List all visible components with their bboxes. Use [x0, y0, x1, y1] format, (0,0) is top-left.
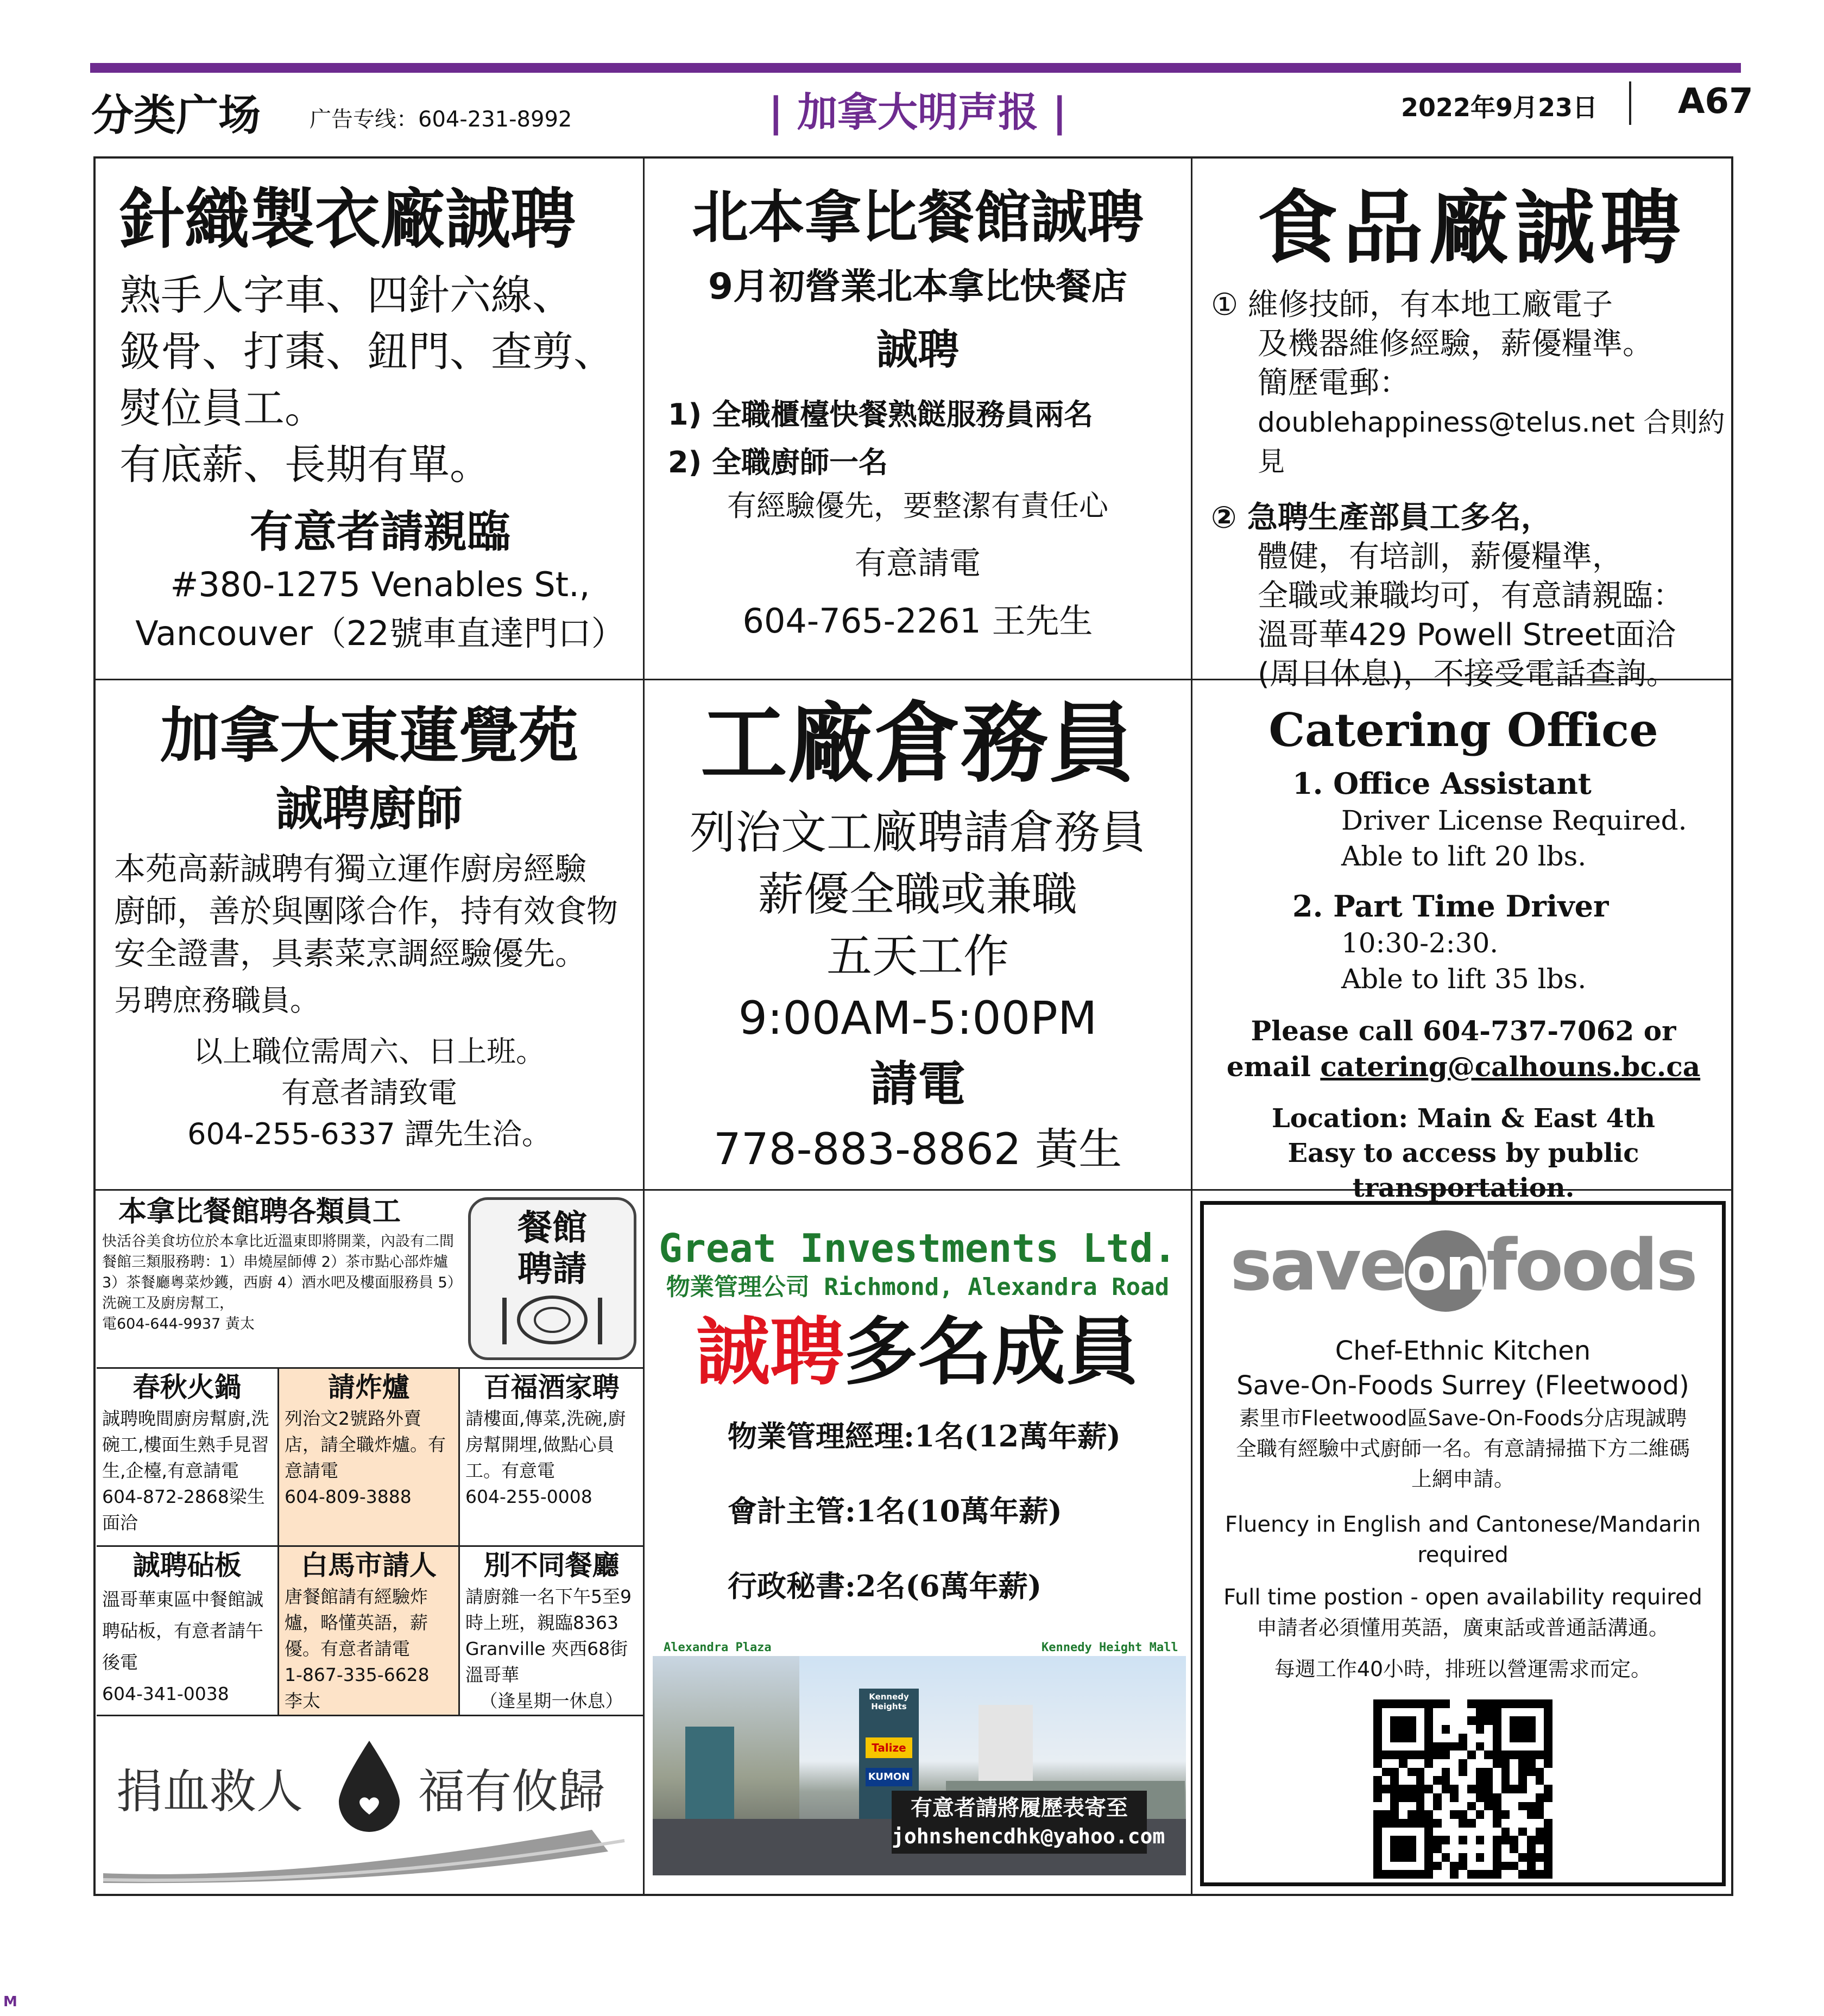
ad-line: 上網申請。 — [1411, 1467, 1514, 1491]
ad-note: （逢星期一休息） — [479, 1690, 623, 1711]
ad-phone: 1-867-335-6628 — [285, 1664, 430, 1685]
ad-title: 誠聘砧板 — [132, 1550, 242, 1581]
ad-line: 薪優全職或兼職 — [758, 868, 1077, 921]
ad-contact-name: 李太 — [285, 1690, 320, 1711]
ad-white-rock — [279, 1547, 458, 1715]
sign-text: Kennedy Heights — [869, 1692, 909, 1711]
grid-divider — [97, 1715, 643, 1716]
ad-title: 白馬市請人 — [301, 1550, 437, 1581]
ad-line: 五天工作 — [826, 930, 1009, 983]
ad-body: 列治文2號路外賣店，請全職炸爐。有意請電 — [285, 1408, 446, 1481]
ad-line: ① 維修技師，有本地工廠電子 — [1211, 287, 1613, 323]
plate-cutlery-icon — [471, 1290, 634, 1350]
ad-line: 全職或兼職均可，有意請親臨： — [1258, 578, 1683, 614]
ad-temple-chef — [98, 698, 641, 1155]
ad-title: 春秋火鍋 — [132, 1372, 242, 1403]
ad-line: required — [1417, 1543, 1509, 1568]
mall-photo — [653, 1656, 1186, 1875]
ad-save-on-foods — [1200, 1201, 1726, 1886]
grid-divider — [643, 156, 645, 1896]
restaurant-hiring-badge — [468, 1197, 636, 1360]
banner-text-left: 捐血救人 — [116, 1765, 303, 1819]
ad-line: 2) 全職廚師一名 — [668, 445, 888, 479]
save-on-foods-logo — [1204, 1224, 1722, 1312]
ad-line: (周日休息)，不接受電話查詢。 — [1258, 656, 1677, 692]
hiring-headline-red: 誠聘 — [696, 1310, 844, 1395]
photo-caption-right: Kennedy Height Mall — [1042, 1641, 1178, 1654]
email-prefix: email — [1226, 1051, 1321, 1083]
job-title: 1. Office Assistant — [1292, 766, 1592, 801]
decorative-wave — [103, 1819, 635, 1884]
ad-title: 別不同餐廳 — [483, 1550, 620, 1581]
ad-line: 以上職位需周六、日上班。 — [193, 1034, 545, 1069]
job-detail: Able to lift 35 lbs. — [1341, 963, 1587, 995]
ad-bietong-restaurant — [460, 1547, 643, 1715]
ad-line: 1) 全職櫃檯快餐熟餸服務員兩名 — [668, 397, 1094, 432]
grid-divider — [1191, 156, 1192, 1896]
badge-text: 聘請 — [517, 1249, 587, 1290]
photo-caption-left: Alexandra Plaza — [664, 1641, 772, 1654]
ad-line: Fluency in English and Cantonese/Mandarin — [1225, 1512, 1701, 1537]
logo-part: on — [1405, 1230, 1486, 1312]
page-number: A67 — [1678, 81, 1753, 122]
ad-line: 廚師，善於與團隊合作，持有效食物 — [114, 893, 618, 930]
catering-email-link[interactable]: catering@calhouns.bc.ca — [1320, 1051, 1701, 1083]
ad-phone: 778-883-8862 黃生 — [713, 1124, 1122, 1174]
ad-baifu-restaurant — [460, 1369, 643, 1549]
ad-email: doublehappiness@telus.net 合則約見 — [1258, 407, 1725, 477]
blood-donation-banner — [103, 1727, 635, 1889]
ad-catering-office — [1195, 700, 1732, 1205]
ad-line: 誠聘 — [876, 325, 959, 374]
ad-north-burnaby-restaurant — [646, 179, 1189, 649]
ad-line: 另聘庶務職員。 — [114, 983, 319, 1018]
contact-email-line — [1195, 1049, 1732, 1085]
ad-title: 北本拿比餐館誠聘 — [691, 184, 1144, 250]
cta-box — [892, 1791, 1165, 1854]
job-detail: Able to lift 20 lbs. — [1341, 840, 1587, 872]
banner-text-right: 福有攸歸 — [418, 1765, 605, 1819]
ad-line: 申請者必須懂用英語，廣東話或普通話溝通。 — [1256, 1616, 1669, 1640]
badge-text: 餐館 — [517, 1208, 587, 1248]
job-detail: 10:30-2:30. — [1341, 927, 1499, 959]
company-subtitle-cn: 物業管理公司 — [666, 1273, 810, 1301]
paper-name: | 加拿大明声报 | — [768, 89, 1067, 136]
ad-line: 有意者請致電 — [281, 1076, 457, 1110]
ad-line: 及機器維修經驗，薪優糧準。 — [1258, 326, 1653, 362]
company-name: Great Investments Ltd. — [659, 1225, 1177, 1271]
ad-line: 列治文工廠聘請倉務員 — [689, 806, 1146, 859]
ad-line: 熟手人字車、四針六線、 — [119, 271, 573, 319]
ad-phone: 604-765-2261 王先生 — [742, 601, 1093, 641]
ad-body: 誠聘晚間廚房幫廚,洗碗工,樓面生熟手見習生,企檯,有意請電604-872-2868梁生面洽 — [102, 1408, 269, 1533]
header-divider — [1629, 81, 1631, 125]
ad-food-factory — [1195, 174, 1732, 694]
ad-line: Full time postion - open availability required — [1223, 1585, 1702, 1610]
ad-title: 百福酒家聘 — [483, 1372, 620, 1403]
ad-line: 全職有經驗中式廚師一名。有意請掃描下方二維碼 — [1235, 1437, 1690, 1461]
job-line: 會計主管:1名(10萬年薪) — [728, 1494, 1062, 1528]
issue-date: 2022年9月23日 — [1401, 93, 1598, 122]
sign-text: KUMON — [866, 1768, 912, 1786]
ad-title: 工廠倉務員 — [700, 693, 1135, 794]
ad-title: 請炸爐 — [328, 1372, 409, 1403]
ad-line: 有意者請親臨 — [250, 507, 510, 557]
ad-address: 溫哥華429 Powell Street面洽 — [1258, 617, 1676, 653]
location-line: Location: Main & East 4th — [1271, 1103, 1656, 1134]
hiring-headline-black: 多名成員 — [844, 1310, 1139, 1395]
footer-mark: M — [3, 1994, 17, 2010]
ad-line: 有意請電 — [854, 545, 981, 582]
ad-title: 針織製衣廠誠聘 — [119, 182, 576, 257]
ad-address: Vancouver（22號車直達門口） — [135, 614, 625, 653]
ad-title: 本拿比餐館聘各類員工 — [118, 1196, 401, 1228]
logo-part: foods — [1486, 1224, 1696, 1306]
job-detail: Driver License Required. — [1341, 805, 1687, 836]
ad-hours: 9:00AM-5:00PM — [738, 991, 1097, 1045]
job-line: 行政秘書:2名(6萬年薪) — [728, 1569, 1042, 1603]
ad-line: ② 急聘生產部員工多名， — [1211, 500, 1551, 535]
logo-part: save — [1230, 1224, 1405, 1306]
contact-line: Please call 604-737-7062 or — [1251, 1015, 1676, 1047]
ad-line: 素里市Fleetwood區Save-On-Foods分店現誠聘 — [1239, 1406, 1687, 1430]
ad-line: 有經驗優先，要整潔有責任心 — [727, 489, 1108, 523]
ad-hotpot — [97, 1369, 277, 1549]
ad-phone: 604-255-0008 — [465, 1486, 592, 1507]
ad-hotline: 广告专线：604-231-8992 — [310, 107, 572, 132]
ad-body: 唐餐館請有經驗炸爐，略懂英語，薪優。有意者請電 — [285, 1586, 428, 1659]
apply-qr-code[interactable] — [1373, 1699, 1552, 1879]
contact-email-link[interactable]: johnshencdhk@yahoo.com — [892, 1824, 1165, 1848]
ad-address: #380-1275 Venables St., — [170, 565, 590, 604]
ad-line: 9月初營業北本拿比快餐店 — [708, 266, 1127, 307]
ad-phone: 604-341-0038 — [102, 1683, 229, 1704]
ad-burnaby-restaurants-all-staff — [97, 1192, 466, 1366]
section-title: 分类广场 — [91, 91, 261, 140]
job-line: 物業管理經理:1名(12萬年薪) — [728, 1419, 1121, 1453]
ad-phone: 604-255-6337 譚先生洽。 — [187, 1117, 551, 1151]
ad-subtitle: 誠聘廚師 — [276, 782, 463, 836]
location-line: Easy to access by public transportation. — [1287, 1138, 1639, 1203]
ad-line: 熨位員工。 — [119, 384, 326, 432]
ad-body: 快活谷美食坊位於本拿比近溫東即將開業，內設有二間餐館三類服務聘：1）串燒屋師傅 2）茶市點心部炸爐3）茶餐廳粵菜炒鑊，西廚 4）酒水吧及樓面服務員 5）洗碗工及廚房幫工， — [102, 1233, 455, 1312]
ad-title: 加拿大東蓮覺苑 — [160, 701, 578, 770]
company-subtitle-en: Richmond, Alexandra Road — [824, 1273, 1170, 1301]
ad-line: 體健，有培訓，薪優糧準， — [1258, 539, 1623, 574]
ad-chopping-board — [97, 1547, 277, 1715]
ad-line: 每週工作40小時，排班以營運需求而定。 — [1274, 1657, 1652, 1681]
ad-body: 溫哥華東區中餐館誠聘砧板，有意者請午後電 — [102, 1589, 263, 1673]
hiring-headline — [646, 1306, 1189, 1399]
ad-body: 請樓面,傳菜,洗碗,廚房幫開埋,做點心員工。有意電 — [465, 1408, 626, 1481]
ad-phone: 604-809-3888 — [285, 1486, 412, 1507]
ad-line: 簡歷電郵： — [1258, 365, 1410, 401]
company-subtitle — [646, 1272, 1189, 1303]
ad-line: 本苑高薪誠聘有獨立運作廚房經驗 — [114, 850, 587, 887]
cta-text: 有意者請將履歷表寄至 — [911, 1796, 1128, 1821]
job-title: 2. Part Time Driver — [1292, 889, 1609, 924]
ad-line: 安全證書，具素菜烹調經驗優先。 — [114, 935, 587, 972]
ad-factory-warehouse — [646, 690, 1189, 1179]
sign-text: Talize — [866, 1737, 912, 1758]
ad-phone: 電604-644-9937 黃太 — [102, 1316, 255, 1332]
ad-title: 食品廠誠聘 — [1257, 181, 1686, 275]
job-title: Chef-Ethnic Kitchen — [1335, 1336, 1591, 1366]
ad-line: 請電 — [869, 1056, 965, 1112]
ad-line: 有底薪、長期有單。 — [119, 440, 491, 489]
photo-tower — [979, 1705, 1033, 1786]
ad-line: 鈒骨、打棗、鈕門、查剪、 — [119, 327, 615, 376]
ad-knitting-factory — [98, 179, 641, 658]
header-bar — [90, 63, 1741, 73]
ad-title: Catering Office — [1268, 703, 1658, 757]
ad-fryer-cook — [279, 1369, 458, 1549]
ad-body: 請廚雜一名下午5至9時上班，親臨8363 Granville 夾西68街溫哥華 — [465, 1586, 632, 1685]
store-name: Save-On-Foods Surrey (Fleetwood) — [1236, 1370, 1689, 1401]
